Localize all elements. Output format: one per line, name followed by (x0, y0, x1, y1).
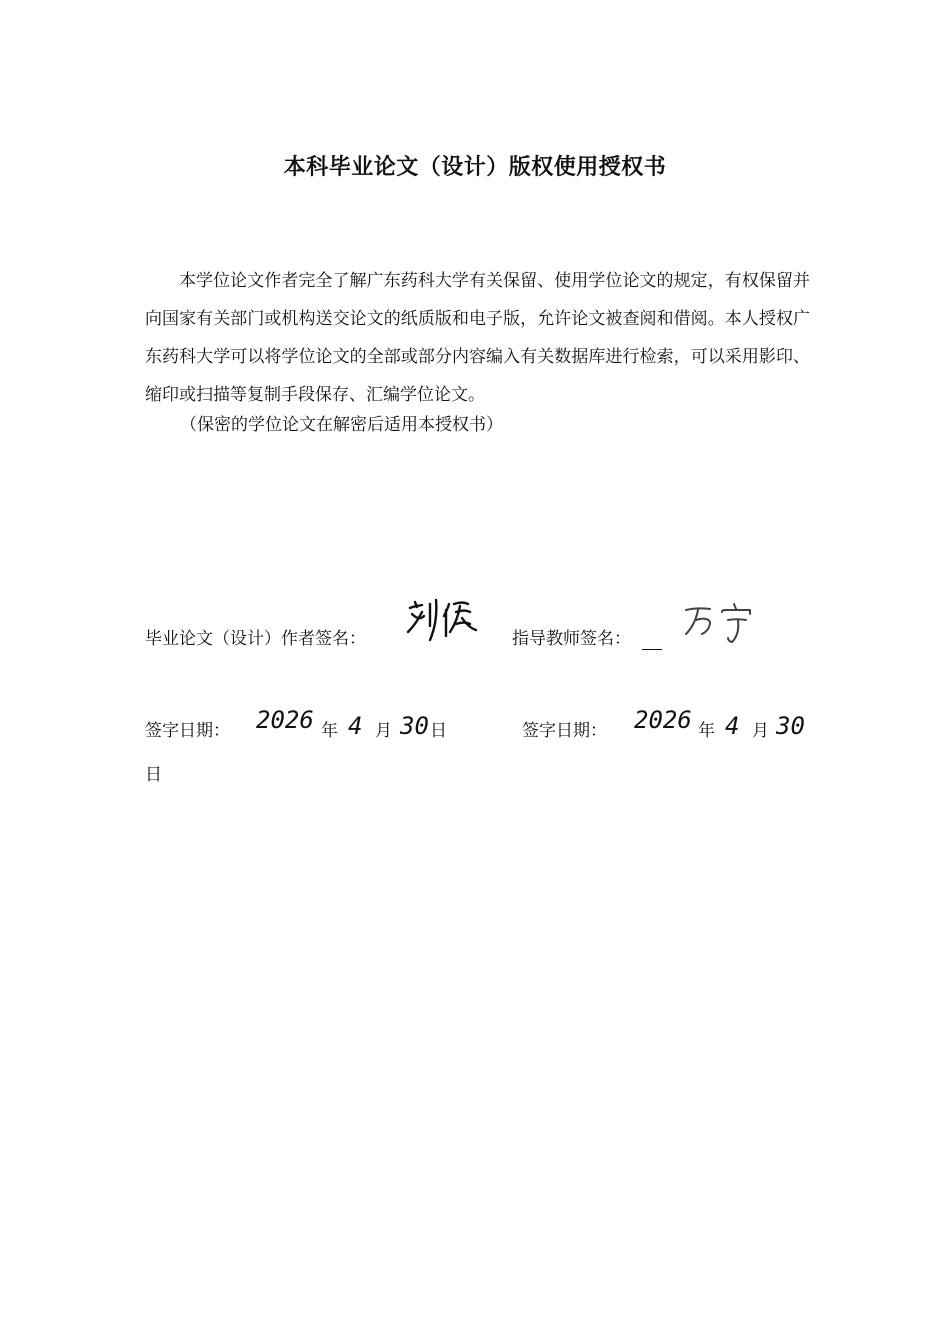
authorization-paragraph: 本学位论文作者完全了解广东药科大学有关保留、使用学位论文的规定，有权保留并向国家有关部门或机构送交论文的纸质版和电子版，允许论文被查阅和借阅。本人授权广东药科大学可以将学位论文的全部或部分内容编入有关数据库进行检索，可以采用影印、缩印或扫描等复制手段保存、汇编学位论文。 (145, 271, 810, 405)
month-unit-left: 月 (375, 721, 392, 741)
date-month-right: 4 (725, 712, 740, 740)
advisor-signature-label: 指导教师签名： (512, 629, 631, 649)
author-signature-image (404, 596, 480, 648)
authorization-body (145, 262, 810, 414)
date-day-right: 30 (776, 712, 805, 740)
document-title: 本科毕业论文（设计）版权使用授权书 (283, 155, 667, 180)
author-signature-label: 毕业论文（设计）作者签名： (145, 629, 366, 649)
year-unit-left: 年 (321, 721, 338, 741)
advisor-signature-image (682, 600, 762, 650)
signature-underline (642, 649, 662, 650)
date-label-left: 签字日期： (145, 721, 230, 741)
date-label-right: 签字日期： (522, 721, 607, 741)
date-year-left: 2026 (256, 706, 314, 734)
day-unit-right: 日 (145, 765, 162, 785)
date-month-left: 4 (348, 712, 363, 740)
date-year-right: 2026 (634, 706, 692, 734)
year-unit-right: 年 (698, 721, 715, 741)
date-day-left: 30 (400, 712, 429, 740)
month-unit-right: 月 (752, 721, 769, 741)
confidentiality-note: （保密的学位论文在解密后适用本授权书） (180, 415, 503, 435)
day-unit-left: 日 (430, 721, 447, 741)
